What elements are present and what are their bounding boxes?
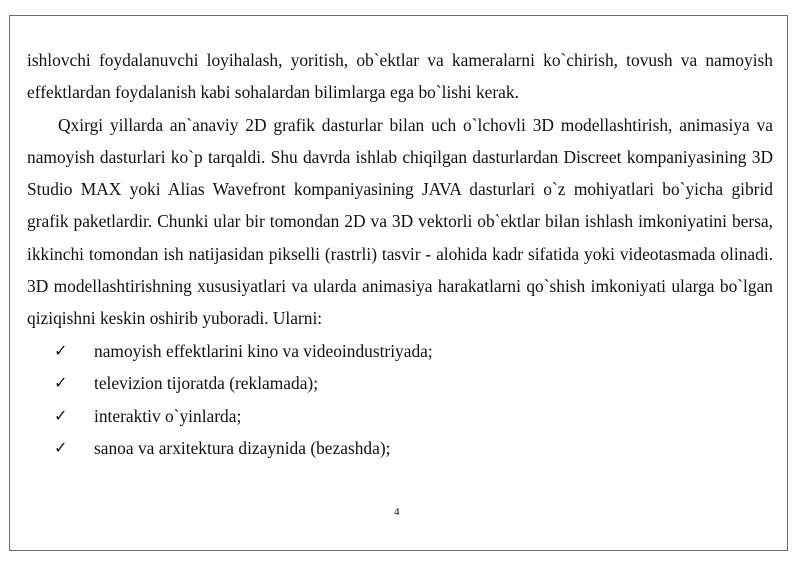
- checklist-item-text: namoyish effektlarini kino va videoindustriyada;: [94, 340, 433, 361]
- paragraph-3d-modelling: Qxirgi yillarda an`anaviy 2D grafik dasturlar bilan uch o`lchovli 3D modellashtirish, animasiya va namoyish dasturlari ko`p tarqaldi. Shu davrda ishlab chiqilgan dasturlardan Discreet kompaniyasining 3D Studio MAX yoki Alias Wavefront kompaniyasining JAVA dasturlari o`z mohiyatlari bo`yicha gibrid grafik paketlardir. Chunki ular bir tomondan 2D va 3D vektorli ob`ektlar bilan ishlash imkoniyatini bersa, ikkinchi tomondan ish natijasidan pikselli (rastrli) tasvir - alohida kadr sifatida yoki videotasmada olinadi. 3D modellashtirishning xususiyatlari va ularda animasiya harakatlarni qo`shish imkoniyati ularga bo`lgan qiziqishni keskin oshirib yuboradi. Ularni:: [27, 114, 773, 329]
- checkmark-icon: ✓: [54, 340, 68, 360]
- document-body: [27, 44, 773, 465]
- checklist-item-text: interaktiv o`yinlarda;: [94, 405, 242, 426]
- checklist-item-text: televizion tijoratda (reklamada);: [94, 373, 319, 394]
- checkmark-icon: ✓: [54, 438, 68, 458]
- checklist-item: [27, 400, 773, 433]
- checklist-item: [27, 432, 773, 465]
- page-number: 4: [394, 506, 400, 518]
- paragraph-continuation: ishlovchi foydalanuvchi loyihalash, yoritish, ob`ektlar va kameralarni ko`chirish, tovush va namoyish effektlardan foydalanish kabi sohalardan bilimlarga ega bo`lishi kerak.: [27, 50, 773, 103]
- application-checklist: [27, 335, 773, 465]
- checkmark-icon: ✓: [54, 373, 68, 393]
- checkmark-icon: ✓: [54, 405, 68, 425]
- checklist-item: [27, 367, 773, 400]
- checklist-item: [27, 335, 773, 368]
- checklist-item-text: sanoa va arxitektura dizaynida (bezashda);: [94, 438, 391, 459]
